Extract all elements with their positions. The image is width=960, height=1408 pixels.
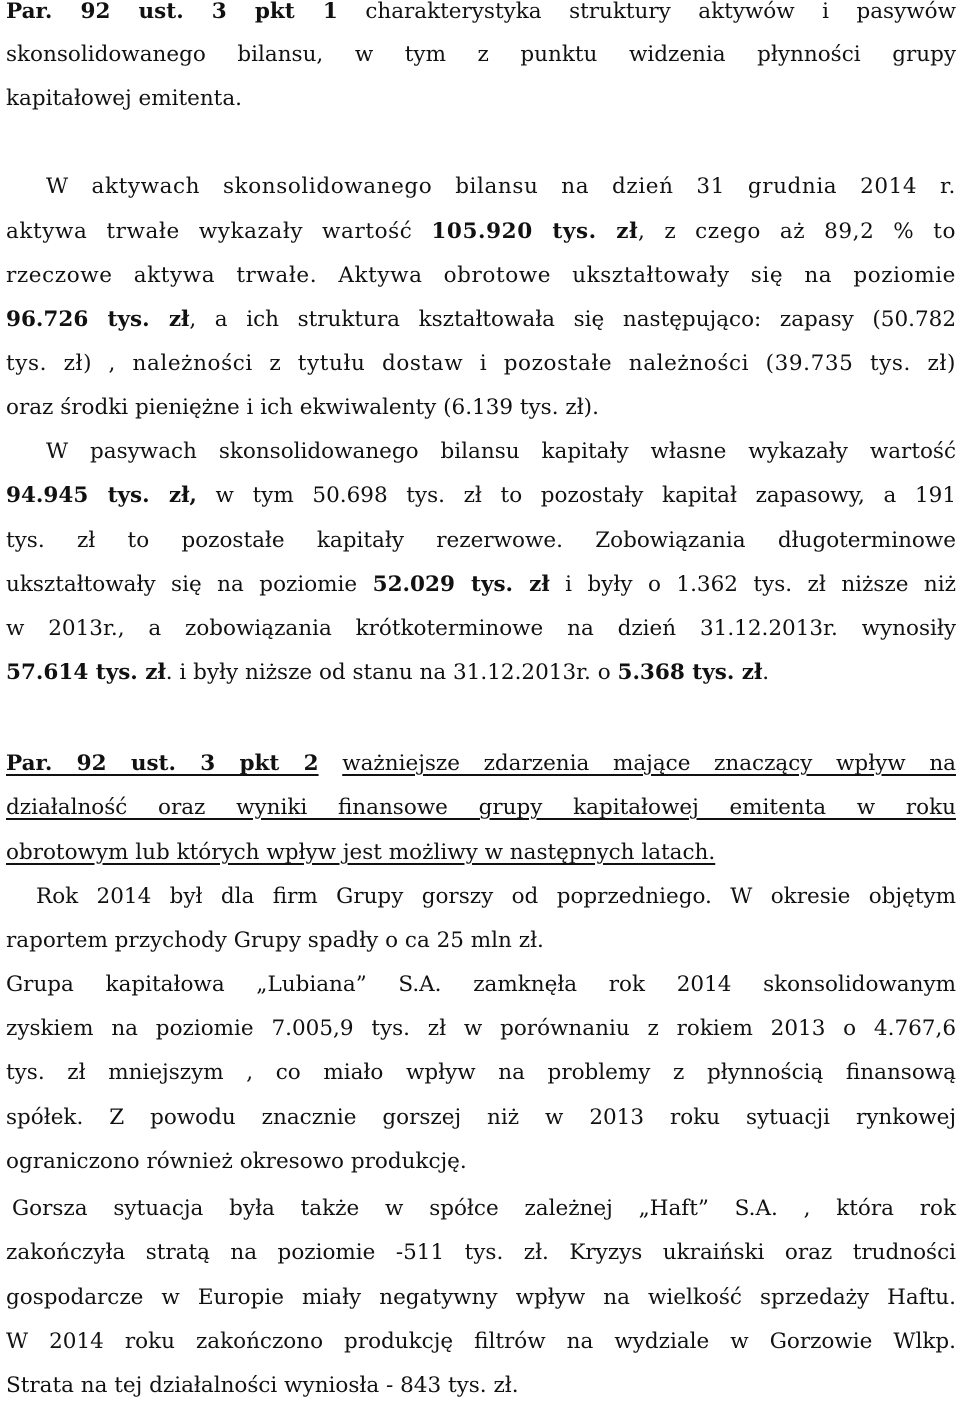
section1-line-3: kapitałowej emitenta. <box>6 86 242 111</box>
section1-heading-ref: Par. 92 ust. 3 pkt 1 <box>6 0 338 24</box>
section2-line-3: obrotowym lub których wpływ jest możliwy w następnych latach. <box>6 840 716 865</box>
section2-line-2: działalność oraz wyniki finansowe grupy kapitałowej emitenta w roku <box>6 795 956 820</box>
section2-line-4: Rok 2014 był dla firm Grupy gorszy od poprzedniego. W okresie objętym <box>36 884 956 909</box>
section2-heading-ref: Par. 92 ust. 3 pkt 2 <box>6 751 319 776</box>
section1-line-11-value: 94.945 tys. zł, <box>6 483 197 508</box>
section1-line-14: w 2013r., a zobowiązania krótkoterminowe na dzień 31.12.2013r. wynosiły <box>6 616 956 641</box>
section2-line-9: spółek. Z powodu znacznie gorszej niż w 2013 roku sytuacji rynkowej <box>6 1105 956 1130</box>
section1-line-12: tys. zł to pozostałe kapitały rezerwowe. Zobowiązania długoterminowe <box>6 528 956 553</box>
section1-line-15-end: . <box>762 660 770 685</box>
section1-heading <box>6 0 956 34</box>
section1-line-2: skonsolidowanego bilansu, w tym z punktu widzenia płynności grupy <box>6 42 956 67</box>
section1-line-11 <box>6 474 956 518</box>
section1-line-11-text: w tym 50.698 tys. zł to pozostały kapitał zapasowy, a 191 <box>196 483 956 508</box>
section2-line-8: tys. zł mniejszym , co miało wpływ na problemy z płynnością finansową <box>6 1060 956 1085</box>
section1-line-7-value: 96.726 tys. zł <box>6 307 190 332</box>
section1-line-5-value: 105.920 tys. zł <box>431 219 638 244</box>
section2-heading <box>6 742 956 786</box>
section1-line-13 <box>6 563 956 607</box>
section1-line-13-text: ukształtowały się na poziomie <box>6 572 373 597</box>
section2-line-5: raportem przychody Grupy spadły o ca 25 mln zł. <box>6 928 544 953</box>
section1-line-13-value: 52.029 tys. zł <box>372 572 550 597</box>
section1-line-13-tail: i były o 1.362 tys. zł niższe niż <box>549 572 956 597</box>
section1-line-5 <box>6 210 956 254</box>
section1-line-9: oraz środki pieniężne i ich ekwiwalenty (6.139 tys. zł). <box>6 395 599 420</box>
section2-line-7: zyskiem na poziomie 7.005,9 tys. zł w porównaniu z rokiem 2013 o 4.767,6 <box>6 1016 956 1041</box>
section1-line-5-tail: , z czego aż 89,2 % to <box>637 219 956 244</box>
section1-line-8: tys. zł) , należności z tytułu dostaw i pozostałe należności (39.735 tys. zł) <box>6 351 956 376</box>
section1-line-15 <box>6 651 956 695</box>
section2-line-12: zakończyła stratą na poziomie -511 tys. zł. Kryzys ukraiński oraz trudności <box>6 1240 956 1265</box>
section2-line-10: ograniczono również okresowo produkcję. <box>6 1149 467 1174</box>
section2-heading-title: ważniejsze zdarzenia mające znaczący wpływ na <box>342 751 956 776</box>
section1-line-10: W pasywach skonsolidowanego bilansu kapitały własne wykazały wartość <box>46 439 956 464</box>
section1-line-7 <box>6 298 956 342</box>
section2-line-13: gospodarcze w Europie miały negatywny wpływ na wielkość sprzedaży Haftu. <box>6 1285 956 1310</box>
section1-heading-title: charakterystyka struktury aktywów i pasywów <box>365 0 956 24</box>
section1-line-15-value-2: 5.368 tys. zł <box>617 660 763 685</box>
section1-line-7-text: , a ich struktura kształtowała się następująco: zapasy (50.782 <box>189 307 957 332</box>
section1-line-4: W aktywach skonsolidowanego bilansu na dzień 31 grudnia 2014 r. <box>46 174 956 199</box>
section2-line-14: W 2014 roku zakończono produkcję filtrów na wydziale w Gorzowie Wlkp. <box>6 1329 956 1354</box>
section2-line-11: Gorsza sytuacja była także w spółce zależnej „Haft” S.A. , która rok <box>12 1196 956 1221</box>
section1-line-5-text: aktywa trwałe wykazały wartość <box>6 219 432 244</box>
section2-line-15: Strata na tej działalności wyniosła - 843 tys. zł. <box>6 1373 519 1398</box>
section1-line-15-value: 57.614 tys. zł <box>6 660 166 685</box>
section1-line-6: rzeczowe aktywa trwałe. Aktywa obrotowe ukształtowały się na poziomie <box>6 263 956 288</box>
section2-line-6: Grupa kapitałowa „Lubiana” S.A. zamknęła rok 2014 skonsolidowanym <box>6 972 956 997</box>
section1-line-15-text: . i były niższe od stanu na 31.12.2013r. o <box>165 660 618 685</box>
